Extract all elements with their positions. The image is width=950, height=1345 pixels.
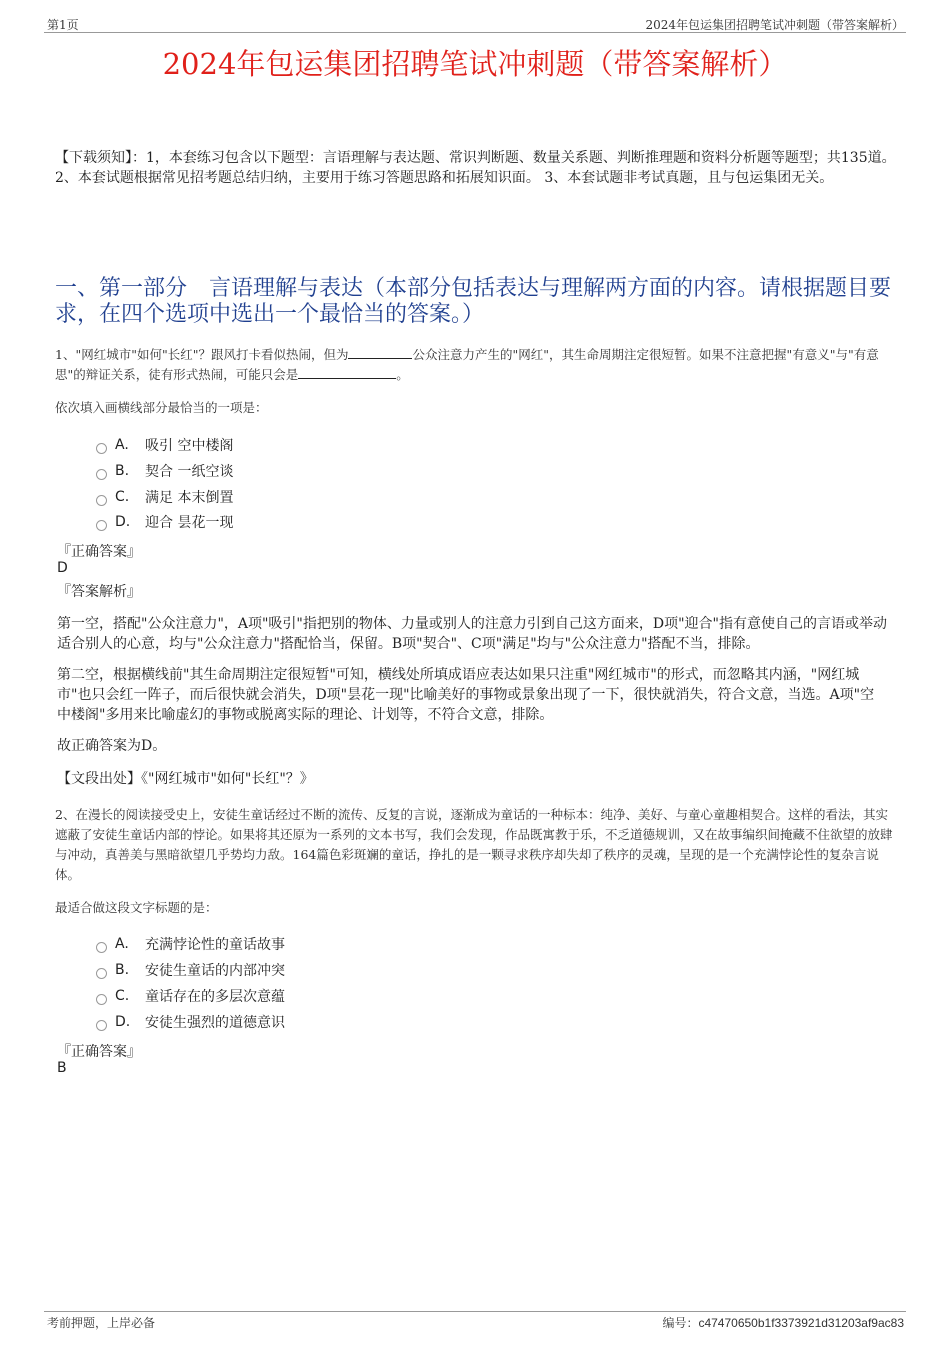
radio-icon[interactable]: [96, 942, 107, 953]
q1-text-part: 1、"网红城市"如何"长红"？跟风打卡看似热闹，但为: [55, 347, 349, 362]
correct-answer-label: 『正确答案』: [57, 544, 141, 560]
correct-answer-label: 『正确答案』: [57, 1044, 141, 1060]
radio-icon[interactable]: [96, 469, 107, 480]
document-id: 编号：c47470650b1f3373921d31203af9ac83: [662, 1316, 904, 1330]
q2-answer: B: [57, 1060, 67, 1076]
question-1-text: [55, 345, 900, 385]
option-letter: D.: [115, 1014, 131, 1030]
page-number: 第1页: [47, 18, 79, 32]
option-text: 契合 一纸空谈: [145, 464, 234, 480]
option-text: 安徒生强烈的道德意识: [145, 1015, 285, 1031]
option-letter: B.: [115, 962, 130, 978]
q2-option-c[interactable]: [96, 983, 285, 1009]
option-text: 安徒生童话的内部冲突: [145, 963, 285, 979]
radio-icon[interactable]: [96, 495, 107, 506]
analysis-paragraph: 第二空，根据横线前"其生命周期注定很短暂"可知，横线处所填成语应表达如果只注重"网红城市"的形式，而忽略其内涵，"网红城市"也只会红一阵子，而后很快就会消失，D项"昙花一现"比喻美好的事物或景象出现了一下，很快就消失，符合文意，当选。A项"空中楼阁"多用来比喻虚幻的事物或脱离实际的理论、计划等，不符合文意，排除。: [57, 667, 875, 723]
q1-option-b[interactable]: [96, 458, 233, 484]
document-title: 2024年包运集团招聘笔试冲刺题（带答案解析）: [162, 47, 788, 81]
q1-answer: D: [57, 560, 68, 576]
option-text: 吸引 空中楼阁: [145, 438, 234, 454]
q2-option-d[interactable]: [96, 1009, 285, 1035]
header-divider: [44, 32, 906, 33]
option-letter: D.: [115, 514, 131, 530]
q1-text-part: 公众注意力产生的"网红"，其生命周期注定很短暂。如果不注意把握"有意义"与"有意思"的辩证关系，徒有形式热闹，可能只会是: [55, 347, 879, 382]
q2-option-b[interactable]: [96, 957, 285, 983]
question-1-prompt: 依次填入画横线部分最恰当的一项是：: [55, 400, 268, 415]
analysis-paragraph: 第一空，搭配"公众注意力"，A项"吸引"指把别的物体、力量或别人的注意力引到自己这方面来，D项"迎合"指有意使自己的言语或举动适合别人的心意，均与"公众注意力"搭配恰当，保留。B项"契合"、C项"满足"均与"公众注意力"搭配不当，排除。: [57, 616, 887, 652]
footer-divider: [44, 1311, 906, 1312]
option-text: 迎合 昙花一现: [145, 515, 234, 531]
option-text: 充满悖论性的童话故事: [145, 937, 285, 953]
radio-icon[interactable]: [96, 1020, 107, 1031]
option-letter: A.: [115, 936, 129, 952]
footer-slogan: 考前押题，上岸必备: [47, 1316, 156, 1330]
radio-icon[interactable]: [96, 443, 107, 454]
analysis-conclusion: 故正确答案为D。: [57, 738, 167, 754]
fill-blank-2: [298, 366, 396, 379]
download-notice: 【下载须知】：1，本套练习包含以下题型：言语理解与表达题、常识判断题、数量关系题、判断推理题和资料分析题等题型；共135道。 2、本套试题根据常见招考题总结归纳，主要用于练习答题思路和拓展知识面。 3、本套试题非考试真题，且与包运集团无关。: [55, 150, 896, 186]
question-2-prompt: 最适合做这段文字标题的是：: [55, 900, 218, 915]
q1-option-c[interactable]: [96, 484, 233, 510]
option-letter: A.: [115, 437, 129, 453]
q1-option-a[interactable]: [96, 432, 233, 458]
option-letter: C.: [115, 988, 130, 1004]
header-doc-title: 2024年包运集团招聘笔试冲刺题（带答案解析）: [645, 18, 904, 32]
fill-blank-1: [348, 346, 412, 359]
radio-icon[interactable]: [96, 520, 107, 531]
radio-icon[interactable]: [96, 968, 107, 979]
analysis-label: 『答案解析』: [57, 584, 141, 600]
source-citation: 【文段出处】《"网红城市"如何"长红"？》: [57, 771, 314, 787]
section-heading: 一、第一部分 言语理解与表达（本部分包括表达与理解两方面的内容。请根据题目要求，在四个选项中选出一个最恰当的答案。）: [55, 276, 892, 327]
option-text: 满足 本末倒置: [145, 490, 234, 506]
q1-text-part: 。: [396, 367, 409, 382]
question-2-text: 2、在漫长的阅读接受史上，安徒生童话经过不断的流传、反复的言说，逐渐成为童话的一种标本：纯净、美好、与童心童趣相契合。这样的看法，其实遮蔽了安徒生童话内部的悖论。如果将其还原为一系列的文本书写，我们会发现，作品既寓教于乐，不乏道德规训，又在故事编织间掩藏不住欲望的放肆与冲动，真善美与黑暗欲望几乎势均力敌。164篇色彩斑斓的童话，挣扎的是一颗寻求秩序却失却了秩序的灵魂，呈现的是一个充满悖论性的复杂言说体。: [55, 807, 893, 882]
q1-option-d[interactable]: [96, 509, 233, 535]
radio-icon[interactable]: [96, 994, 107, 1005]
option-letter: B.: [115, 463, 130, 479]
option-letter: C.: [115, 489, 130, 505]
option-text: 童话存在的多层次意蕴: [145, 989, 285, 1005]
q2-option-a[interactable]: [96, 931, 285, 957]
